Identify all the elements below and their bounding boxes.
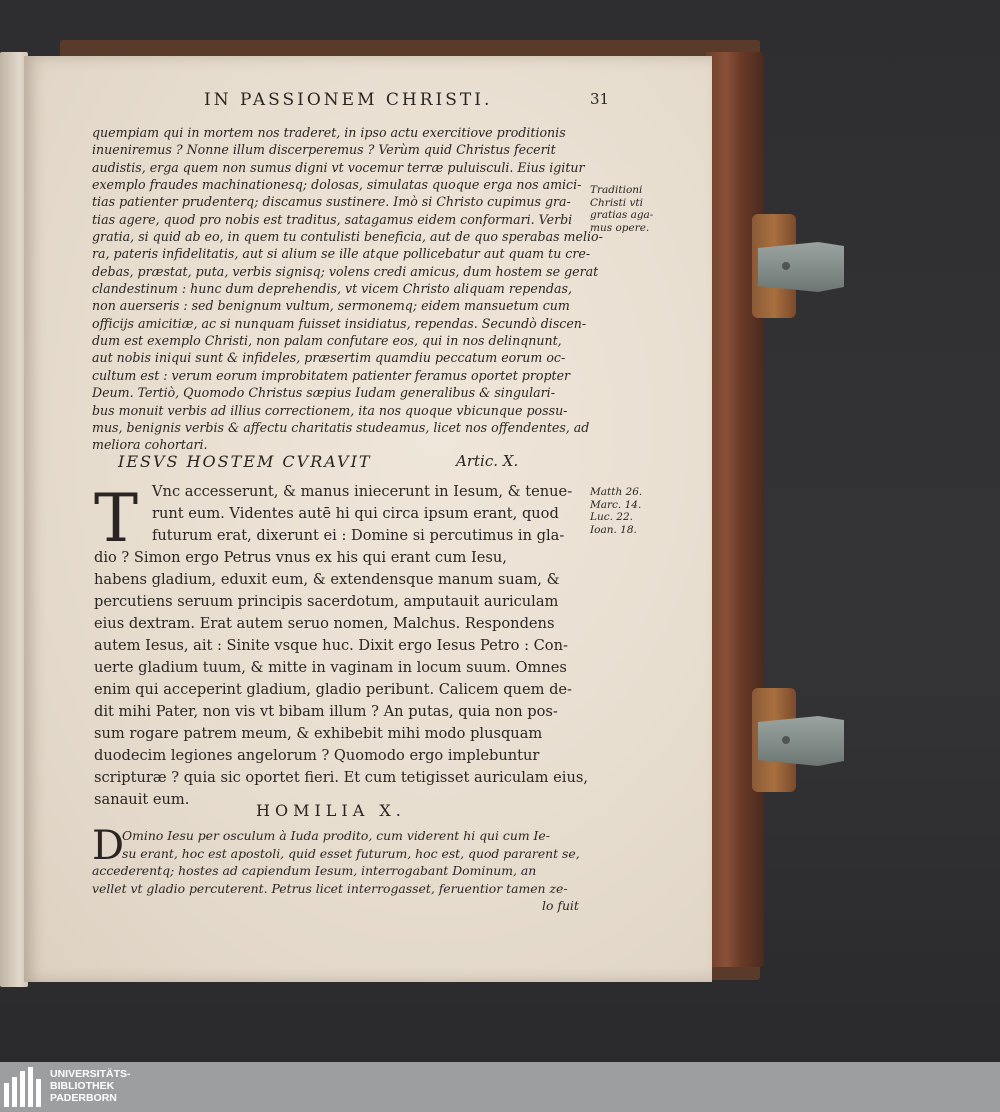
text-line: dum est exemplo Christi, non palam confutare eos, qui in nos delinqnunt, (92, 333, 562, 349)
text-line: gratia, si quid ab eo, in quem tu contulisti beneficia, aut de quo sperabas melio- (92, 229, 603, 245)
text-line: su erant, hoc est apostoli, quid esset futurum, hoc est, quod pararent se, (122, 845, 580, 861)
margin-note-line: Matth 26. (590, 486, 643, 498)
text-line: duodecim legiones angelorum ? Quomodo ergo implebuntur (94, 747, 540, 764)
library-name-line: UNIVERSITÄTS- (50, 1068, 131, 1080)
library-footer-bar (0, 1062, 1000, 1112)
margin-note-line: Traditioni (590, 184, 643, 196)
text-line: clandestinum : hunc dum deprehendis, vt vicem Christo aliquam rependas, (92, 281, 572, 297)
text-line: Vnc accesserunt, & manus iniecerunt in Iesum, & tenue- (152, 483, 573, 500)
drop-cap-d: D (92, 823, 125, 869)
running-head: IN PASSIONEM CHRISTI. (204, 90, 493, 110)
text-line: debas, præstat, puta, verbis signisq; volens credi amicus, dum hostem se gerat (92, 263, 599, 279)
margin-note-line: Luc. 22. (590, 511, 633, 523)
article-label: Artic. X. (456, 452, 519, 470)
text-line: dio ? Simon ergo Petrus vnus ex his qui erant cum Iesu, (94, 549, 507, 566)
article-heading: IESVS HOSTEM CVRAVIT (118, 452, 372, 471)
book-fore-edge (706, 52, 764, 967)
text-line: runt eum. Videntes autē hi qui circa ipsum erant, quod (152, 505, 559, 522)
text-line: exemplo fraudes machinationesq; dolosas, simulatas quoque erga nos amici- (92, 177, 582, 193)
text-line: mus, benignis verbis & affectu charitatis studeamus, licet nos offendentes, ad (92, 419, 590, 435)
text-line: tias patienter prudenterq; discamus sustinere. Imò si Christo cupimus gra- (92, 194, 571, 210)
text-line: Deum. Tertiò, Quomodo Christus sæpius Iudam generalibus & singulari- (92, 385, 555, 401)
text-line: ra, pateris infidelitatis, aut si alium se ille atque pollicebatur aut quam tu cre- (92, 246, 591, 262)
margin-note-line: gratias aga- (590, 209, 654, 221)
paragraph-3 (92, 823, 612, 915)
text-line: vellet vt gladio percuterent. Petrus licet interrogasset, feruentior tamen ze- (92, 880, 568, 896)
text-line: non auerseris : sed benignum vultum, sermonemq; eidem mansuetum cum (92, 298, 570, 314)
margin-note-line: Marc. 14. (590, 498, 642, 511)
text-line: inueniremus ? Nonne illum discerperemus ? Verùm quid Christus fecerit (92, 142, 556, 158)
text-line: sum rogare patrem meum, & exhibebit mihi modo plusquam (94, 725, 543, 742)
text-line: quempiam qui in mortem nos traderet, in ipso actu exercitiove proditionis (92, 125, 566, 140)
library-name (50, 1068, 131, 1104)
text-line: enim qui acceperint gladium, gladio peribunt. Calicem quem de- (94, 681, 572, 698)
paragraph-2 (94, 481, 594, 811)
text-line: dit mihi Pater, non vis vt bibam illum ? An putas, quia non pos- (94, 703, 558, 720)
text-line: habens gladium, eduxit eum, & extendensque manum suam, & (94, 571, 560, 588)
text-line: lo fuit (542, 898, 579, 913)
book-clasp-lower (752, 688, 844, 792)
library-name-line: PADERBORN (50, 1092, 117, 1104)
text-line: percutiens seruum principis sacerdotum, amputauit auriculam (94, 593, 559, 610)
margin-note-line: Christi vti (590, 196, 643, 209)
margin-note-line: mus opere. (590, 221, 650, 234)
drop-cap-t: T (94, 480, 139, 557)
text-line: accederentq; hostes ad capiendum Iesum, interrogabant Dominum, an (92, 863, 537, 878)
text-line: futurum erat, dixerunt ei : Domine si percutimus in gla- (152, 527, 565, 544)
text-line: cultum est : verum eorum improbitatem patienter feramus oportet propter (92, 367, 571, 383)
library-logo-icon (4, 1067, 42, 1107)
book-page (24, 56, 712, 982)
text-line: eius dextram. Erat autem seruo nomen, Malchus. Respondens (94, 615, 555, 632)
text-line: uerte gladium tuum, & mitte in vaginam in locum suum. Omnes (94, 659, 567, 676)
text-line: bus monuit verbis ad illius correctionem, ita nos quoque vbicunque possu- (92, 402, 568, 418)
text-line: audistis, erga quem non sumus digni vt vocemur terræ puluisculi. Eius igitur (92, 159, 585, 175)
homily-heading: HOMILIA X. (256, 801, 406, 820)
library-name-line: BIBLIOTHEK (50, 1080, 115, 1092)
text-line: sanauit eum. (94, 791, 190, 808)
text-line: scripturæ ? quia sic oportet fieri. Et cum tetigisset auriculam eius, (94, 769, 588, 786)
margin-note-1 (590, 184, 653, 234)
book-clasp-upper (752, 214, 844, 318)
text-line: meliora cohortari. (92, 437, 208, 453)
text-line: Omino Iesu per osculum à Iuda prodito, cum viderent hi qui cum Ie- (122, 828, 550, 843)
text-line: tias agere, quod pro nobis est traditus, satagamus eidem conformari. Verbi (92, 211, 573, 227)
margin-note-2 (590, 486, 642, 536)
paragraph-1 (92, 124, 622, 454)
text-line: autem Iesus, ait : Sinite vsque huc. Dixit ergo Iesus Petro : Con- (94, 637, 568, 654)
margin-note-line: Ioan. 18. (590, 523, 637, 536)
page-number: 31 (590, 90, 610, 108)
text-line: aut nobis iniqui sunt & infideles, præsertim quamdiu peccatum eorum oc- (92, 350, 566, 366)
text-line: officijs amicitiæ, ac si nunquam fuisset insidiatus, rependas. Secundò discen- (92, 315, 587, 331)
